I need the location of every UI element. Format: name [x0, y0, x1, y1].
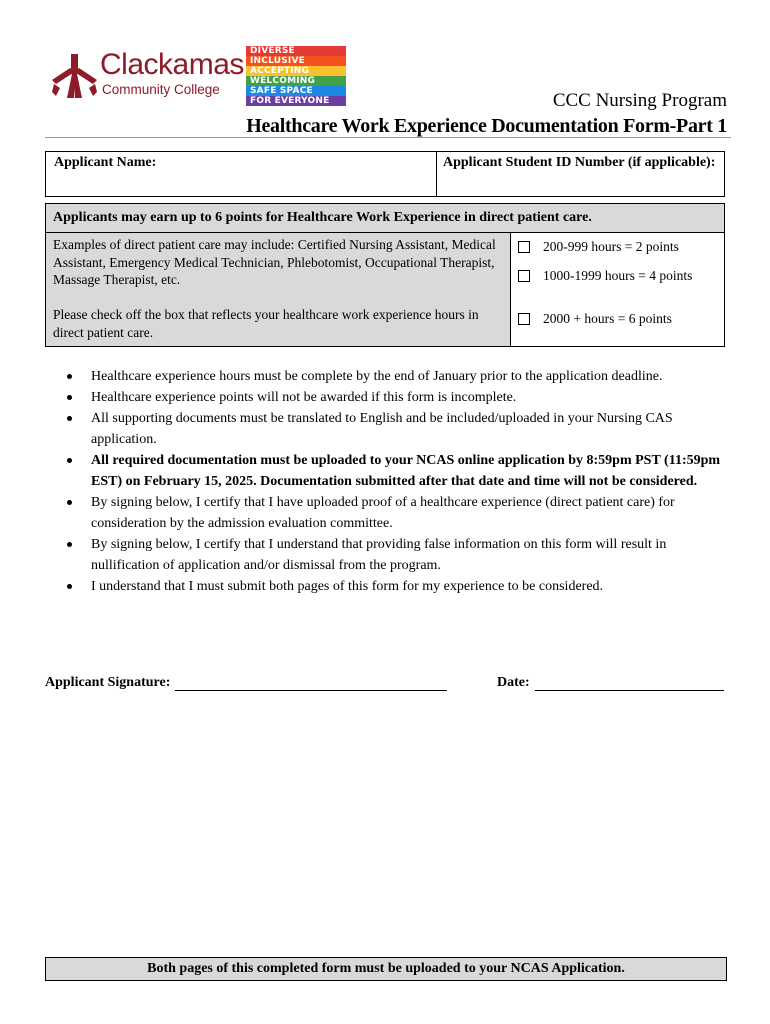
applicant-id-field[interactable]: Applicant Student ID Number (if applicable):: [443, 155, 716, 170]
signature-label: Applicant Signature:: [45, 675, 171, 690]
bullet-icon: [67, 374, 72, 379]
footer-notice: Both pages of this completed form must be uploaded to your NCAS Application.: [45, 957, 727, 981]
checkbox[interactable]: [518, 241, 530, 253]
list-item: All required documentation must be uploaded to your NCAS online application by 8:59pm PST (11:59pm EST) on February 15, 2025. Documentation submitted after that date and time will not be considered.: [64, 450, 724, 492]
list-item: By signing below, I certify that I have uploaded proof of a healthcare experience (direct patient care) for consideration by the admission evaluation committee.: [64, 492, 724, 534]
list-item: I understand that I must submit both pages of this form for my experience to be considered.: [64, 576, 724, 597]
date-label: Date:: [497, 675, 530, 690]
bullet-icon: [67, 500, 72, 505]
date-field[interactable]: [535, 690, 724, 691]
bullet-icon: [67, 416, 72, 421]
requirements-list: [64, 366, 724, 597]
badge-band: ACCEPTING: [246, 66, 346, 76]
option-label: 1000-1999 hours = 4 points: [543, 268, 693, 283]
bullet-icon: [67, 395, 72, 400]
applicant-name-field[interactable]: Applicant Name:: [54, 155, 157, 170]
badge-band: WELCOMING: [246, 76, 346, 86]
experience-points-table: [45, 203, 725, 347]
list-item: Healthcare experience points will not be awarded if this form is incomplete.: [64, 387, 724, 408]
bullet-icon: [67, 542, 72, 547]
option-label: 2000 + hours = 6 points: [543, 311, 672, 326]
list-item: By signing below, I certify that I understand that providing false information on this form will result in nullification of application and/or dismissal from the program.: [64, 534, 724, 576]
checkbox[interactable]: [518, 313, 530, 325]
applicant-info-table: [45, 151, 725, 197]
badge-band: DIVERSE: [246, 46, 346, 56]
badge-band: SAFE SPACE: [246, 86, 346, 96]
checkbox[interactable]: [518, 270, 530, 282]
table-rule: [510, 232, 511, 346]
signature-field[interactable]: [175, 690, 447, 691]
cell-divider: [436, 152, 437, 196]
option-1000-1999-hours[interactable]: [518, 268, 692, 284]
points-table-header: Applicants may earn up to 6 points for Healthcare Work Experience in direct patient care.: [53, 210, 592, 225]
option-200-999-hours[interactable]: [518, 239, 679, 255]
badge-band: FOR EVERYONE: [246, 96, 346, 106]
diversity-badge: [246, 46, 346, 106]
list-item: All supporting documents must be translated to English and be included/uploaded in your Nursing CAS application.: [64, 408, 724, 450]
examples-text: Examples of direct patient care may include: Certified Nursing Assistant, Medical Assistant, Emergency Medical Technician, Phlebotomist, Occupational Therapist, Massage Therapist, etc.: [53, 237, 496, 287]
form-title: Healthcare Work Experience Documentation Form-Part 1: [246, 115, 727, 137]
title-divider: [45, 137, 731, 138]
list-item: Healthcare experience hours must be complete by the end of January prior to the application deadline.: [64, 366, 724, 387]
instruction-text: Please check off the box that reflects your healthcare work experience hours in direct patient care.: [53, 307, 479, 340]
option-2000-plus-hours[interactable]: [518, 311, 672, 327]
badge-band: INCLUSIVE: [246, 56, 346, 66]
bullet-icon: [67, 584, 72, 589]
bullet-icon: [67, 458, 72, 463]
program-title: CCC Nursing Program: [552, 90, 727, 111]
option-label: 200-999 hours = 2 points: [543, 239, 679, 254]
college-logo-icon: [52, 54, 98, 98]
logo-subname: Community College: [102, 82, 220, 97]
college-logo: [52, 48, 244, 102]
logo-name: Clackamas: [100, 48, 244, 81]
